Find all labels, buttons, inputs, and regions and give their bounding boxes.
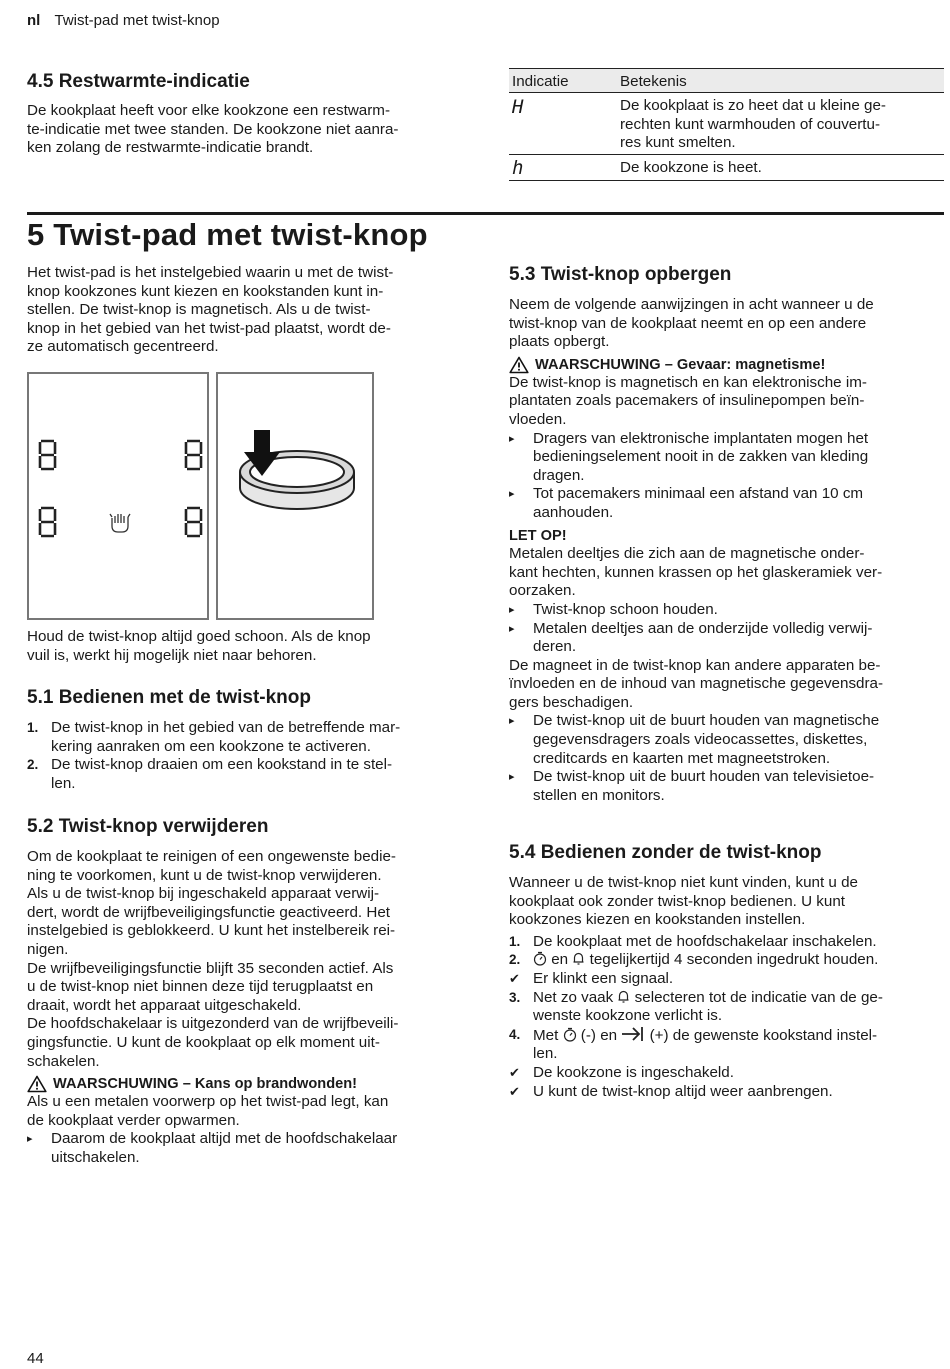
meaning-line: res kunt smelten. <box>620 134 736 152</box>
section-5-3-title: 5.3 Twist-knop opbergen <box>509 264 732 285</box>
step-line: De kookplaat met de hoofdschakelaar inschakelen. <box>533 932 877 950</box>
warn-line: vloeden. <box>509 410 567 428</box>
result-item <box>509 1064 945 1083</box>
bullet-item <box>509 601 945 620</box>
warning-label: WAARSCHUWING – Kans op brandwonden! <box>53 1076 358 1093</box>
step-line: De twist-knop draaien om een kookstand in te stel- <box>51 756 393 774</box>
body-line: instelgebied is geblokkeerd. U kunt het instelbereik rei- <box>27 922 396 940</box>
bullet-line: dragen. <box>533 466 585 484</box>
timer-icon <box>533 951 547 966</box>
arrow-to-bar-icon <box>621 1026 645 1042</box>
step-number: 1. <box>27 720 39 735</box>
twist-pad-panel-svg <box>29 374 207 618</box>
section-5-1-title: 5.1 Bedienen met de twist-knop <box>27 687 311 708</box>
result-line: De kookzone is ingeschakeld. <box>533 1063 734 1081</box>
step-line <box>533 951 945 970</box>
step-item <box>509 1026 945 1064</box>
section-4-5-title: 4.5 Restwarmte-indicatie <box>27 71 250 92</box>
step-number: 2. <box>27 757 39 773</box>
section-5-1-steps <box>27 719 467 793</box>
body-line: gingsfunctie. U kunt de kookplaat op elk moment uit- <box>27 1033 380 1051</box>
result-line: U kunt de twist-knop altijd weer aanbrengen. <box>533 1082 833 1100</box>
step-line: kering aanraken om een kookzone te activeren. <box>51 737 371 755</box>
bell-icon <box>572 951 585 966</box>
step-text: (-) en <box>580 1026 618 1044</box>
body-line: De wrijfbeveiligingsfunctie blijft 35 seconden actief. Als <box>27 959 394 977</box>
section-5-4-body <box>509 874 945 1101</box>
timer-icon <box>563 1027 577 1042</box>
indication-table <box>509 68 944 181</box>
caution-label: LET OP! <box>509 527 567 544</box>
step-number: 1. <box>509 933 521 949</box>
bullet-item <box>509 768 945 805</box>
bullet-arrow-icon: ▸ <box>509 488 515 501</box>
bullet-line: De twist-knop uit de buurt houden van magnetische <box>533 712 880 730</box>
bell-icon <box>617 989 630 1004</box>
seven-segment-digit-top-left <box>40 441 55 469</box>
step-number: 3. <box>509 989 521 1005</box>
intro-line: knop in het gebied van het twist-pad plaatst, wordt de- <box>27 319 391 337</box>
body-line: ïnvloeden en de inhoud van magnetische gegevensdra- <box>509 675 884 693</box>
body-line: kookzones kiezen en kookstanden instellen. <box>509 911 806 929</box>
table-col-indicatie: Indicatie <box>512 73 569 90</box>
s45-line: De kookplaat heeft voor elke kookzone een restwarm- <box>27 102 391 119</box>
page-number: 44 <box>27 1350 44 1367</box>
step-text: (+) de gewenste kookstand instel- <box>649 1026 878 1044</box>
after-line: vuil is, werkt hij mogelijk niet naar behoren. <box>27 646 317 664</box>
intro-line: knop kookzones kunt kiezen en kookstanden kunt in- <box>27 282 384 300</box>
intro-line: stellen. De twist-knop is magnetisch. Als u de twist- <box>27 301 371 319</box>
caution-line: Metalen deeltjes die zich aan de magnetische onder- <box>509 545 865 563</box>
body-line: Wanneer u de twist-knop niet kunt vinden, kunt u de <box>509 874 858 891</box>
meaning-line: rechten kunt warmhouden of couvertu- <box>620 115 881 133</box>
section-5-3-body <box>509 296 945 805</box>
body-line: kookplaat ook zonder twist-knop bedienen. U kunt <box>509 892 846 910</box>
chapter-5-intro <box>27 264 467 357</box>
bullet-line: stellen en monitors. <box>533 786 665 804</box>
body-line: nigen. <box>27 940 69 958</box>
bullet-line: Metalen deeltjes aan de onderzijde volledig verwij- <box>533 619 873 637</box>
s45-line: ken zolang de restwarmte-indicatie brandt. <box>27 139 314 157</box>
step-number: 4. <box>509 1026 521 1042</box>
step-line: wenste kookzone verlicht is. <box>533 1007 723 1025</box>
seven-segment-digit-bottom-right <box>186 508 201 536</box>
bullet-line: gegevensdragers zoals videocassettes, diskettes, <box>533 731 868 749</box>
bullet-line: deren. <box>533 638 577 656</box>
warning-triangle-icon <box>509 356 529 374</box>
magnetism-warning <box>509 356 945 374</box>
bullet-line: bedieningselement nooit in de zakken van kleding <box>533 448 869 466</box>
intro-line: ze automatisch gecentreerd. <box>27 338 219 356</box>
intro-line: Het twist-pad is het instelgebied waarin u met de twist- <box>27 264 394 281</box>
check-icon: ✔ <box>509 1083 520 1099</box>
step-item <box>27 756 467 793</box>
seven-segment-digit-top-right <box>186 441 201 469</box>
body-line: Als u de twist-knop bij ingeschakeld apparaat verwij- <box>27 885 380 903</box>
bullet-line: aanhouden. <box>533 503 614 521</box>
bullet-line: Dragers van elektronische implantaten mogen het <box>533 429 869 447</box>
bullet-arrow-icon: ▸ <box>27 1133 33 1146</box>
residual-heat-low-symbol: h <box>512 157 524 179</box>
bullet-arrow-icon: ▸ <box>509 771 515 784</box>
twist-knob-svg <box>218 374 372 618</box>
step-line <box>533 1026 945 1046</box>
table-row-meaning: De kookzone is heet. <box>620 159 762 176</box>
bullet-line: Tot pacemakers minimaal een afstand van 10 cm <box>533 485 864 503</box>
burn-warning <box>27 1075 467 1093</box>
section-5-2-body <box>27 848 467 1168</box>
bullet-arrow-icon: ▸ <box>509 622 515 635</box>
body-line: Neem de volgende aanwijzingen in acht wanneer u de <box>509 296 874 313</box>
table-row-meaning <box>620 97 886 153</box>
section-divider <box>27 212 944 215</box>
body-line: draait, wordt het apparaat uitgeschakeld. <box>27 996 302 1014</box>
warn-line: Als u een metalen voorwerp op het twist-pad legt, kan <box>27 1093 389 1111</box>
table-row <box>509 93 944 155</box>
step-line: len. <box>533 1045 558 1063</box>
caution-line: oorzaken. <box>509 582 576 600</box>
bullet-item <box>509 485 945 522</box>
body-line: Om de kookplaat te reinigen of een ongewenste bedie- <box>27 848 396 865</box>
step-item <box>27 719 467 756</box>
header-title: Twist-pad met twist-knop <box>54 12 220 29</box>
body-line: ning te voorkomen, kunt u de twist-knop verwijderen. <box>27 866 382 884</box>
warn-line: De twist-knop is magnetisch en kan elektronische im- <box>509 373 867 391</box>
warning-triangle-icon <box>27 1075 47 1093</box>
step-text: selecteren tot de indicatie van de ge- <box>634 988 883 1006</box>
section-5-2-title: 5.2 Twist-knop verwijderen <box>27 816 269 837</box>
bullet-line: Twist-knop schoon houden. <box>533 600 718 618</box>
step-line: len. <box>51 774 76 792</box>
section-4-5-body <box>27 102 467 158</box>
bullet-line: De twist-knop uit de buurt houden van televisietoe- <box>533 768 875 786</box>
body-line: u de twist-knop niet binnen deze tijd terugplaatst en <box>27 978 374 996</box>
caution-line: kant hechten, kunnen krassen op het glaskeramiek ver- <box>509 563 883 581</box>
step-text: tegelijkertijd 4 seconden ingedrukt houden. <box>589 951 879 969</box>
body-line: dert, wordt de wrijfbeveiligingsfunctie geactiveerd. Het <box>27 903 390 921</box>
bullet-line: creditcards en kaarten met magneetstroken. <box>533 749 831 767</box>
bullet-item <box>509 620 945 657</box>
bullet-arrow-icon: ▸ <box>509 603 515 616</box>
result-item <box>509 1083 945 1102</box>
twist-knob-illustration <box>216 372 374 620</box>
result-item <box>509 970 945 989</box>
header-lang: nl <box>27 12 41 29</box>
check-icon: ✔ <box>509 970 520 986</box>
bullet-arrow-icon: ▸ <box>509 715 515 728</box>
section-5-4-title: 5.4 Bedienen zonder de twist-knop <box>509 842 822 863</box>
body-line: De magneet in de twist-knop kan andere apparaten be- <box>509 656 881 674</box>
s45-line: te-indicatie met twee standen. De kookzone niet aanra- <box>27 120 399 138</box>
after-line: Houd de twist-knop altijd goed schoon. Als de knop <box>27 628 371 645</box>
warn-line: de kookplaat verder opwarmen. <box>27 1111 240 1129</box>
table-header <box>509 69 944 93</box>
warn-line: plantaten zoals pacemakers of insulinepompen beïn- <box>509 392 865 410</box>
figure-caption-text <box>27 628 467 665</box>
step-item <box>509 933 945 952</box>
page-header <box>27 12 220 31</box>
bullet-arrow-icon: ▸ <box>509 432 515 445</box>
table-col-betekenis: Betekenis <box>620 73 687 90</box>
meaning-line: De kookplaat is zo heet dat u kleine ge- <box>620 97 886 114</box>
step-text: en <box>551 951 569 969</box>
check-icon: ✔ <box>509 1064 520 1080</box>
step-text: Met <box>533 1026 559 1044</box>
body-line: plaats opbergt. <box>509 333 610 351</box>
bullet-line: Daarom de kookplaat altijd met de hoofdschakelaar <box>51 1130 398 1148</box>
residual-heat-high-symbol: H <box>512 96 524 118</box>
step-text: Net zo vaak <box>533 988 614 1006</box>
table-row <box>509 155 944 181</box>
bullet-item <box>509 430 945 486</box>
twist-pad-panel-illustration <box>27 372 209 620</box>
bullet-item <box>27 1130 467 1167</box>
warning-label: WAARSCHUWING – Gevaar: magnetisme! <box>535 356 826 373</box>
body-line: De hoofdschakelaar is uitgezonderd van de wrijfbeveili- <box>27 1015 399 1033</box>
result-line: Er klinkt een signaal. <box>533 969 674 987</box>
step-item <box>509 951 945 970</box>
body-line: twist-knop van de kookplaat neemt en op een andere <box>509 314 867 332</box>
step-line: De twist-knop in het gebied van de betreffende mar- <box>51 719 401 736</box>
step-item <box>509 989 945 1026</box>
step-number: 2. <box>509 952 521 968</box>
step-line <box>533 989 945 1008</box>
body-line: gers beschadigen. <box>509 693 634 711</box>
chapter-5-title: 5 Twist-pad met twist-knop <box>27 217 428 252</box>
seven-segment-digit-bottom-left <box>40 508 55 536</box>
body-line: schakelen. <box>27 1052 100 1070</box>
bullet-line: uitschakelen. <box>51 1148 140 1166</box>
bullet-item <box>509 712 945 768</box>
hand-touch-icon <box>110 514 130 532</box>
